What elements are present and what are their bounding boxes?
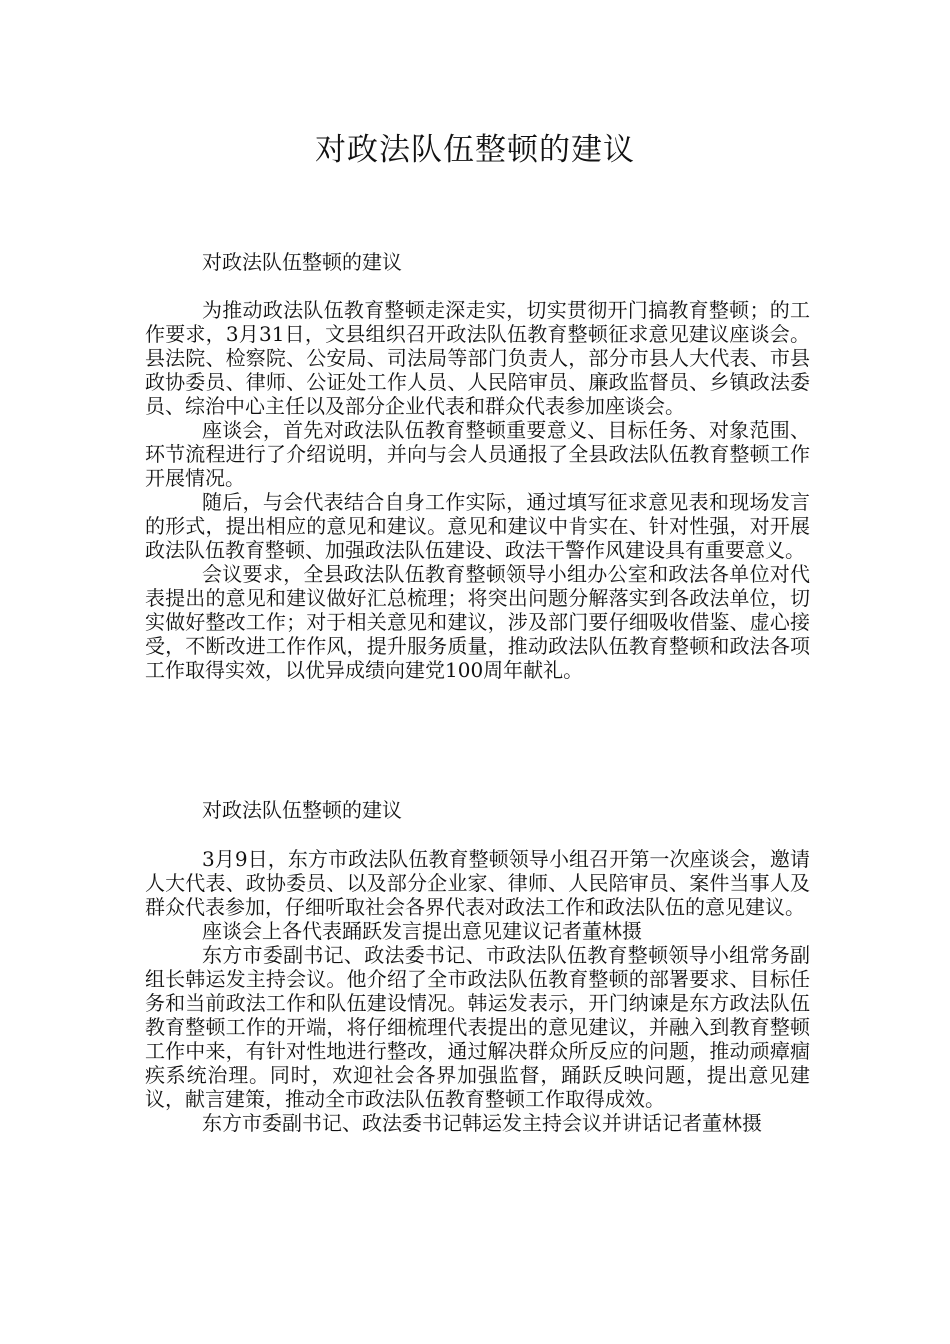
paragraph: 3月9日，东方市政法队伍教育整顿领导小组召开第一次座谈会，邀请人大代表、政协委员、以及部分企业家、律师、人民陪审员、案件当事人及群众代表参加，仔细听取社会各界代表对政法工作和政法队伍的意见建议。 [145, 847, 810, 919]
section-2-heading-block [145, 798, 810, 822]
paragraph: 会议要求，全县政法队伍教育整顿领导小组办公室和政法各单位对代表提出的意见和建议做好汇总梳理；将突出问题分解落实到各政法单位，切实做好整改工作；对于相关意见和建议，涉及部门要仔细吸收借鉴、虚心接受，不断改进工作作风，提升服务质量，推动政法队伍教育整顿和政法各项工作取得实效，以优异成绩向建党100周年献礼。 [145, 562, 810, 682]
section-2-body [145, 847, 810, 1135]
photo-caption: 座谈会上各代表踊跃发言提出意见建议记者董林摄 [202, 919, 642, 943]
document-title: 对政法队伍整顿的建议 [315, 132, 635, 168]
paragraph: 随后，与会代表结合自身工作实际，通过填写征求意见表和现场发言的形式，提出相应的意见和建议。意见和建议中肯实在、针对性强，对开展政法队伍教育整顿、加强政法队伍建设、政法干警作风建设具有重要意义。 [145, 490, 810, 562]
photo-caption: 东方市委副书记、政法委书记韩运发主持会议并讲话记者董林摄 [202, 1111, 762, 1135]
paragraph: 座谈会，首先对政法队伍教育整顿重要意义、目标任务、对象范围、环节流程进行了介绍说明，并向与会人员通报了全县政法队伍教育整顿工作开展情况。 [145, 418, 810, 490]
section-2-heading: 对政法队伍整顿的建议 [202, 798, 402, 822]
section-1-heading: 对政法队伍整顿的建议 [202, 250, 402, 274]
section-1-heading-block [145, 250, 810, 274]
paragraph: 东方市委副书记、政法委书记、市政法队伍教育整顿领导小组常务副组长韩运发主持会议。他介绍了全市政法队伍教育整顿的部署要求、目标任务和当前政法工作和队伍建设情况。韩运发表示，开门纳谏是东方政法队伍教育整顿工作的开端，将仔细梳理代表提出的意见建议，并融入到教育整顿工作中来，有针对性地进行整改，通过解决群众所反应的问题，推动顽瘴痼疾系统治理。同时，欢迎社会各界加强监督，踊跃反映问题，提出意见建议，献言建策，推动全市政法队伍教育整顿工作取得成效。 [145, 943, 810, 1111]
section-1-body [145, 298, 810, 682]
paragraph: 为推动政法队伍教育整顿走深走实，切实贯彻开门搞教育整顿；的工作要求，3月31日，文县组织召开政法队伍教育整顿征求意见建议座谈会。县法院、检察院、公安局、司法局等部门负责人，部分市县人大代表、市县政协委员、律师、公证处工作人员、人民陪审员、廉政监督员、乡镇政法委员、综治中心主任以及部分企业代表和群众代表参加座谈会。 [145, 298, 810, 418]
